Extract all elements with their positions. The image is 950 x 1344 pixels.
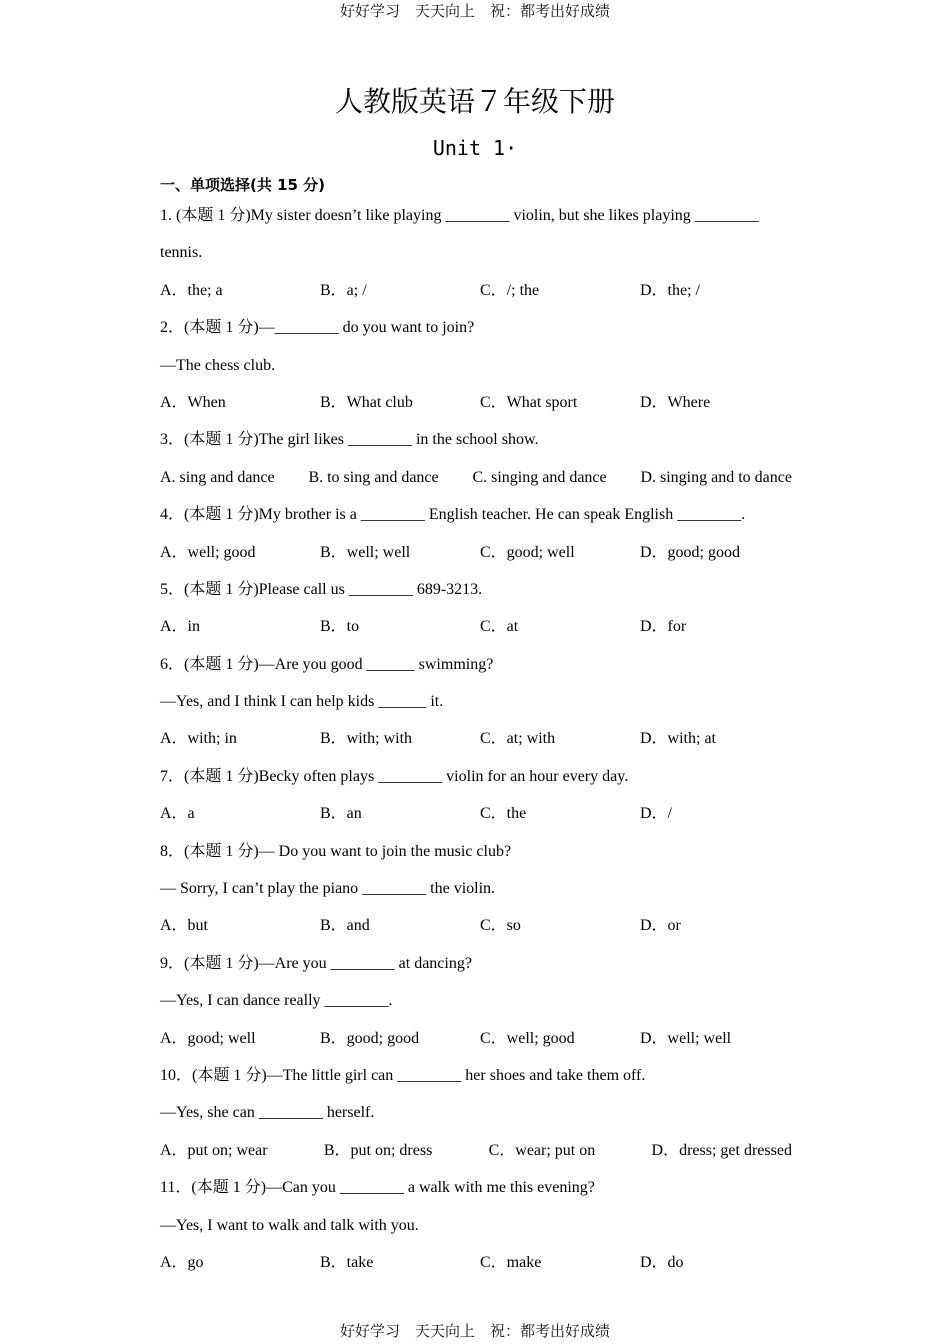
answer-option-b[interactable]: B．with; with	[320, 730, 413, 748]
answer-option-c[interactable]: C. singing and dance	[472, 468, 607, 486]
answer-option-a[interactable]: A．with; in	[160, 730, 237, 748]
answer-option-b[interactable]: B．well; well	[320, 543, 411, 561]
answer-options	[160, 613, 800, 650]
answer-option-a[interactable]: A. sing and dance	[160, 468, 275, 486]
answer-option-a[interactable]: A．When	[160, 393, 226, 411]
question-11	[160, 1174, 800, 1286]
question-stem: 4．(本题 1 分)My brother is a ________ English teacher. He can speak English ________.	[160, 506, 746, 524]
answer-option-b[interactable]: B．take	[320, 1253, 374, 1271]
question-4	[160, 501, 800, 576]
answer-option-c[interactable]: C．make	[480, 1253, 542, 1271]
answer-option-b[interactable]: B．an	[320, 805, 362, 823]
question-stem: 7．(本题 1 分)Becky often plays ________ violin for an hour every day.	[160, 767, 629, 785]
answer-option-d[interactable]: D．or	[640, 917, 681, 935]
unit-subtitle: Unit 1·	[432, 136, 518, 160]
answer-option-a[interactable]: A．go	[160, 1253, 204, 1271]
question-line: —Yes, I want to walk and talk with you.	[160, 1216, 419, 1234]
question-stem: 10．(本题 1 分)—The little girl can ________ her shoes and take them off.	[160, 1066, 646, 1084]
answer-option-a[interactable]: A．put on; wear	[160, 1141, 268, 1159]
question-line: tennis.	[160, 244, 203, 262]
answer-option-a[interactable]: A．the; a	[160, 281, 223, 299]
question-line: —Yes, she can ________ herself.	[160, 1104, 375, 1122]
question-stem: 5．(本题 1 分)Please call us ________ 689-3213.	[160, 580, 483, 598]
answer-option-b[interactable]: B．a; /	[320, 281, 367, 299]
answer-options	[160, 725, 800, 762]
answer-option-a[interactable]: A．but	[160, 917, 209, 935]
question-stem: 11．(本题 1 分)—Can you ________ a walk with me this evening?	[160, 1179, 595, 1197]
answer-option-a[interactable]: A．good; well	[160, 1029, 256, 1047]
question-3	[160, 426, 800, 501]
question-6	[160, 651, 800, 763]
answer-option-d[interactable]: D．well; well	[640, 1029, 732, 1047]
question-line: —The chess club.	[160, 356, 276, 374]
answer-options	[160, 277, 800, 314]
answer-option-b[interactable]: B．good; good	[320, 1029, 420, 1047]
page-header: 好好学习 天天向上 祝：都考出好成绩	[339, 2, 610, 20]
answer-option-c[interactable]: C．at	[480, 618, 519, 636]
answer-option-a[interactable]: A．a	[160, 805, 195, 823]
question-stem: 8．(本题 1 分)— Do you want to join the music club?	[160, 842, 512, 860]
answer-option-b[interactable]: B．to	[320, 618, 360, 636]
answer-option-c[interactable]: C．the	[480, 805, 527, 823]
question-line: — Sorry, I can’t play the piano ________ the violin.	[160, 880, 496, 898]
answer-options	[160, 539, 800, 576]
question-7	[160, 763, 800, 838]
answer-option-d[interactable]: D．with; at	[640, 730, 716, 748]
answer-options	[160, 1249, 800, 1286]
document-title: 人教版英语７年级下册	[334, 85, 615, 118]
answer-option-d[interactable]: D．the; /	[640, 281, 700, 299]
answer-options	[160, 464, 792, 501]
answer-option-a[interactable]: A．well; good	[160, 543, 256, 561]
answer-option-d[interactable]: D．Where	[640, 393, 711, 411]
answer-option-c[interactable]: C．What sport	[480, 393, 578, 411]
question-5	[160, 576, 800, 651]
question-stem: 1. (本题 1 分)My sister doesn’t like playing ________ violin, but she likes playing ________	[160, 207, 759, 224]
question-1	[160, 202, 800, 314]
question-line: —Yes, I can dance really ________.	[160, 992, 393, 1010]
answer-option-d[interactable]: D．do	[640, 1253, 684, 1271]
answer-option-c[interactable]: C．well; good	[480, 1029, 575, 1047]
question-2	[160, 314, 800, 426]
answer-option-d[interactable]: D．dress; get dressed	[651, 1141, 792, 1159]
answer-option-b[interactable]: B．What club	[320, 393, 413, 411]
question-stem: 2．(本题 1 分)—________ do you want to join?	[160, 319, 475, 337]
page-footer: 好好学习 天天向上 祝：都考出好成绩	[339, 1322, 610, 1340]
answer-option-c[interactable]: C．at; with	[480, 730, 556, 748]
answer-options	[160, 1025, 800, 1062]
answer-option-d[interactable]: D. singing and to dance	[640, 468, 792, 486]
question-stem: 9．(本题 1 分)—Are you ________ at dancing?	[160, 954, 472, 972]
question-stem: 3．(本题 1 分)The girl likes ________ in the school show.	[160, 431, 539, 449]
answer-option-b[interactable]: B．and	[320, 917, 370, 935]
answer-option-c[interactable]: C．good; well	[480, 543, 575, 561]
question-10	[160, 1062, 800, 1174]
answer-option-d[interactable]: D．for	[640, 618, 687, 636]
answer-option-d[interactable]: D．/	[640, 805, 673, 823]
answer-options	[160, 389, 800, 426]
answer-option-c[interactable]: C．wear; put on	[488, 1141, 596, 1159]
answer-option-b[interactable]: B. to sing and dance	[308, 468, 439, 486]
answer-option-c[interactable]: C．so	[480, 917, 521, 935]
question-9	[160, 950, 800, 1062]
answer-option-a[interactable]: A．in	[160, 618, 201, 636]
question-8	[160, 838, 800, 950]
question-line: —Yes, and I think I can help kids ______ it.	[160, 693, 444, 711]
answer-options	[160, 912, 800, 949]
answer-option-b[interactable]: B．put on; dress	[323, 1141, 433, 1159]
answer-option-d[interactable]: D．good; good	[640, 543, 741, 561]
answer-option-c[interactable]: C．/; the	[480, 281, 540, 299]
question-stem: 6．(本题 1 分)—Are you good ______ swimming?	[160, 655, 494, 673]
section-heading: 一、单项选择(共 15 分)	[160, 176, 326, 194]
answer-options	[160, 1137, 792, 1174]
answer-options	[160, 800, 800, 837]
question-list	[160, 202, 800, 1286]
